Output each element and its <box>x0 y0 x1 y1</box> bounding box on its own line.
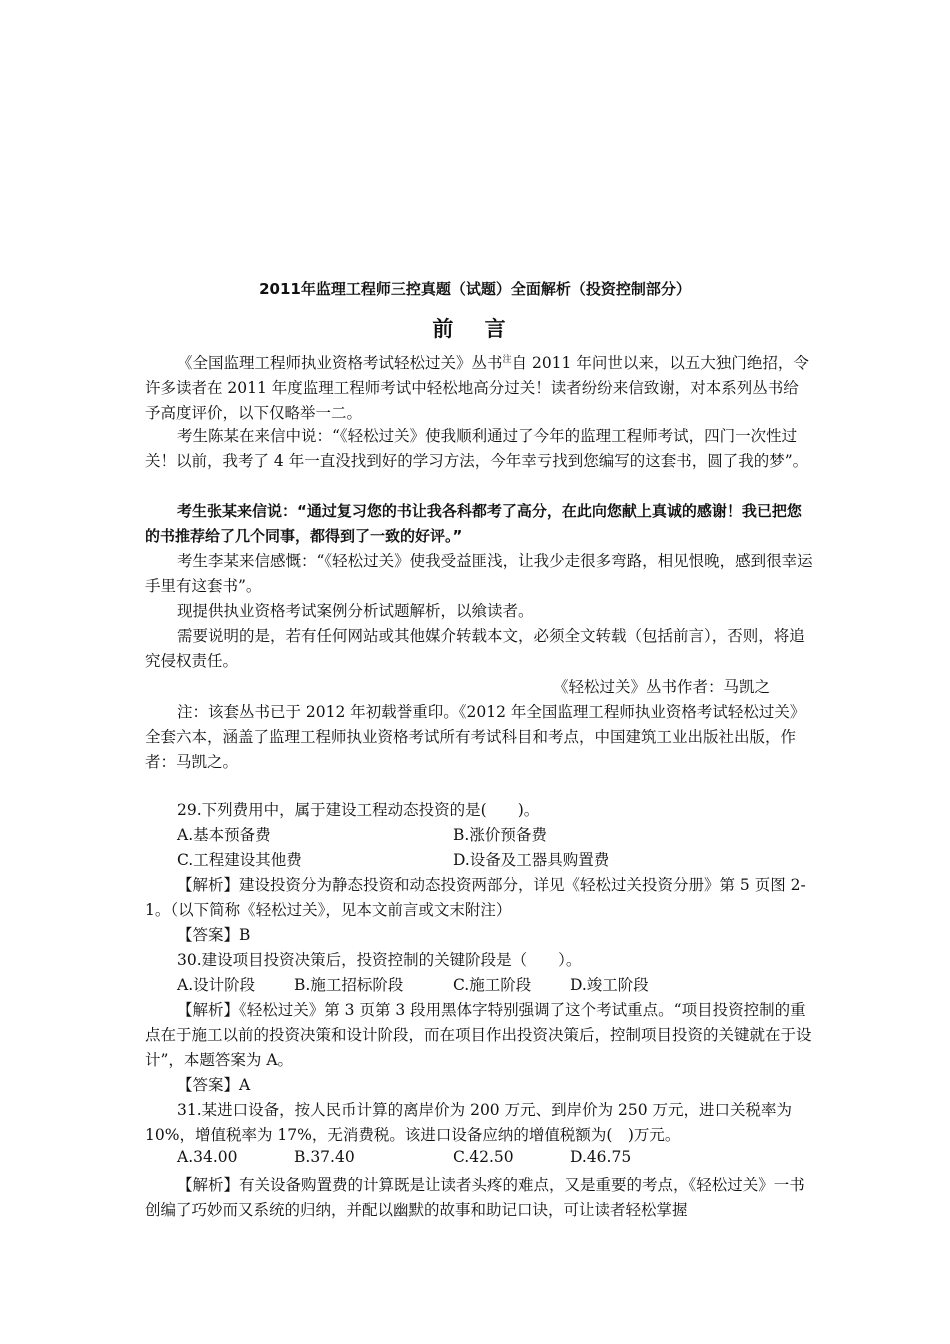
q30-option-d: D.竣工阶段 <box>570 976 649 994</box>
preface-paragraph-6: 需要说明的是，若有任何网站或其他媒介转载本文，必须全文转载（包括前言），否则，将追究侵权责任。 <box>145 627 805 670</box>
preface-note: 注：该套丛书已于 2012 年初载誉重印。《2012 年全国监理工程师执业资格考试轻松过关》全套六本，涵盖了监理工程师执业资格考试所有考试科目和考点，中国建筑工业出版社出版，作者：马凯之。 <box>145 703 806 771</box>
q31-analysis: 【解析】有关设备购置费的计算既是让读者头疼的难点，又是重要的考点，《轻松过关》一书创编了巧妙而又系统的归纳，并配以幽默的故事和助记口诀，可让读者轻松掌握 <box>145 1176 805 1219</box>
preface-paragraph-5: 现提供执业资格考试案例分析试题解析，以飨读者。 <box>177 602 534 620</box>
q30-option-b: B.施工招标阶段 <box>294 976 404 994</box>
document-title: 2011年监理工程师三控真题（试题）全面解析（投资控制部分） <box>259 280 691 298</box>
question-29: 29.下列费用中，属于建设工程动态投资的是( )。 <box>177 801 540 819</box>
q30-answer: 【答案】A <box>177 1076 251 1094</box>
q29-answer: 【答案】B <box>177 926 251 944</box>
q31-option-a: A.34.00 <box>177 1148 238 1166</box>
q29-option-d: D.设备及工器具购置费 <box>453 851 610 869</box>
q30-option-a: A.设计阶段 <box>177 976 256 994</box>
q29-option-c: C.工程建设其他费 <box>177 851 302 869</box>
q29-option-b: B.涨价预备费 <box>453 826 547 844</box>
preface-paragraph-4: 考生李某来信感慨：“《轻松过关》使我受益匪浅，让我少走很多弯路，相见恨晚，感到很幸运手里有这套书”。 <box>145 552 813 595</box>
question-31: 31.某进口设备，按人民币计算的离岸价为 200 万元、到岸价为 250 万元，进口关税率为 10%，增值税率为 17%，无消费税。该进口设备应纳的增值税额为( )万元。 <box>145 1101 793 1144</box>
preface-heading: 前 言 <box>432 317 518 341</box>
q30-option-c: C.施工阶段 <box>453 976 532 994</box>
q30-analysis: 【解析】《轻松过关》第 3 页第 3 段用黑体字特别强调了这个考试重点。“项目投资控制的重点在于施工以前的投资决策和设计阶段，而在项目作出投资决策后，控制项目投资的关键就在于设计”，本题答案为 A。 <box>145 1001 812 1069</box>
preface-paragraph-3: 考生张某来信说：“通过复习您的书让我各科都考了高分，在此向您献上真诚的感谢！我已把您的书推荐给了几个同事，都得到了一致的好评。” <box>145 502 802 545</box>
question-30: 30.建设项目投资决策后，投资控制的关键阶段是（ ）。 <box>177 951 582 969</box>
q31-option-c: C.42.50 <box>453 1148 514 1166</box>
preface-paragraph-1 <box>145 348 813 426</box>
q29-analysis: 【解析】建设投资分为静态投资和动态投资两部分，详见《轻松过关投资分册》第 5 页图 2-1。（以下简称《轻松过关》，见本文前言或文末附注） <box>145 876 806 919</box>
footnote-marker: 注 <box>502 355 512 365</box>
preface-signature: 《轻松过关》丛书作者：马凯之 <box>553 678 771 696</box>
q29-option-a: A.基本预备费 <box>177 826 271 844</box>
q31-option-b: B.37.40 <box>294 1148 355 1166</box>
q31-option-d: D.46.75 <box>570 1148 632 1166</box>
preface-paragraph-1-text: 《全国监理工程师执业资格考试轻松过关》丛书 <box>177 354 503 373</box>
preface-paragraph-1-text-cont: 自 2011 年问世以来，以五大独门绝招，令许多读者在 2011 年度监理工程师考试中轻松地高分过关！读者纷纷来信致谢，对本系列丛书给予高度评价，以下仅略举一二。 <box>145 354 809 423</box>
preface-paragraph-2: 考生陈某在来信中说：“《轻松过关》使我顺利通过了今年的监理工程师考试，四门一次性过关！以前，我考了 4 年一直没找到好的学习方法，今年幸亏找到您编写的这套书，圆了我的梦”。 <box>145 427 809 470</box>
